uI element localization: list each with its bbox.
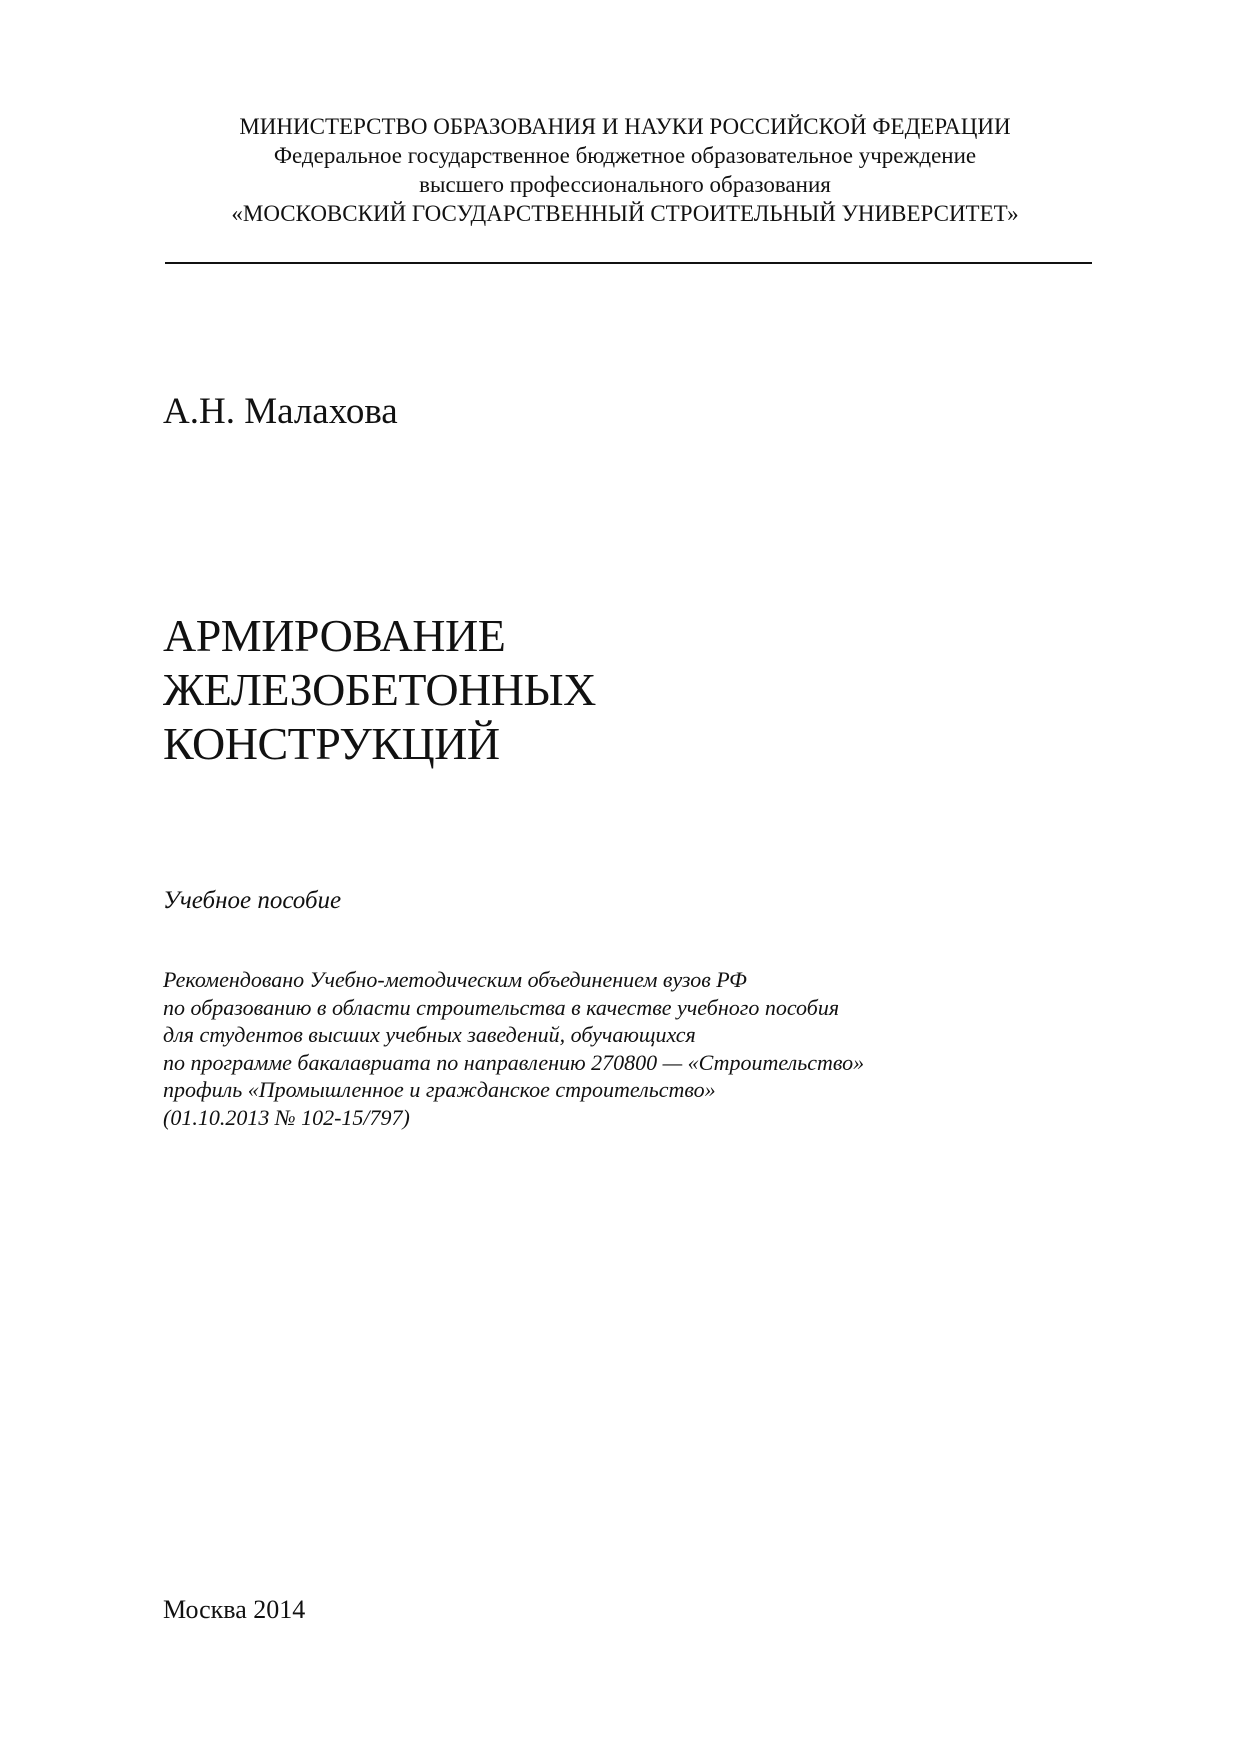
recommendation-block (163, 966, 864, 1131)
recommendation-line-4: по программе бакалавриата по направлению 270800 — «Строительство» (163, 1049, 865, 1075)
ministry-line: МИНИСТЕРСТВО ОБРАЗОВАНИЯ И НАУКИ РОССИЙСКОЙ ФЕДЕРАЦИИ (239, 114, 1011, 139)
institution-type-line: Федеральное государственное бюджетное образовательное учреждение (273, 143, 977, 168)
header-divider (165, 262, 1092, 264)
recommendation-line-6: (01.10.2013 № 102-15/797) (163, 1104, 410, 1130)
recommendation-line-3: для студентов высших учебных заведений, обучающихся (163, 1022, 696, 1047)
book-title (163, 609, 596, 771)
education-level-line: высшего профессионального образования (419, 172, 831, 197)
recommendation-line-1: Рекомендовано Учебно-методическим объединением вузов РФ (163, 967, 747, 992)
recommendation-line-2: по образованию в области строительства в качестве учебного пособия (163, 994, 840, 1020)
institution-header (160, 112, 1090, 228)
document-type: Учебное пособие (163, 887, 342, 914)
author-name: А.Н. Малахова (163, 391, 398, 432)
university-name-line: «МОСКОВСКИЙ ГОСУДАРСТВЕННЫЙ СТРОИТЕЛЬНЫЙ УНИВЕРСИТЕТ» (231, 201, 1019, 226)
recommendation-line-5: профиль «Промышленное и гражданское строительство» (163, 1077, 716, 1102)
place-and-year: Москва 2014 (163, 1595, 306, 1624)
title-line-2: ЖЕЛЕЗОБЕТОННЫХ (163, 664, 596, 715)
title-line-3: КОНСТРУКЦИЙ (163, 718, 500, 769)
title-line-1: АРМИРОВАНИЕ (163, 610, 506, 661)
